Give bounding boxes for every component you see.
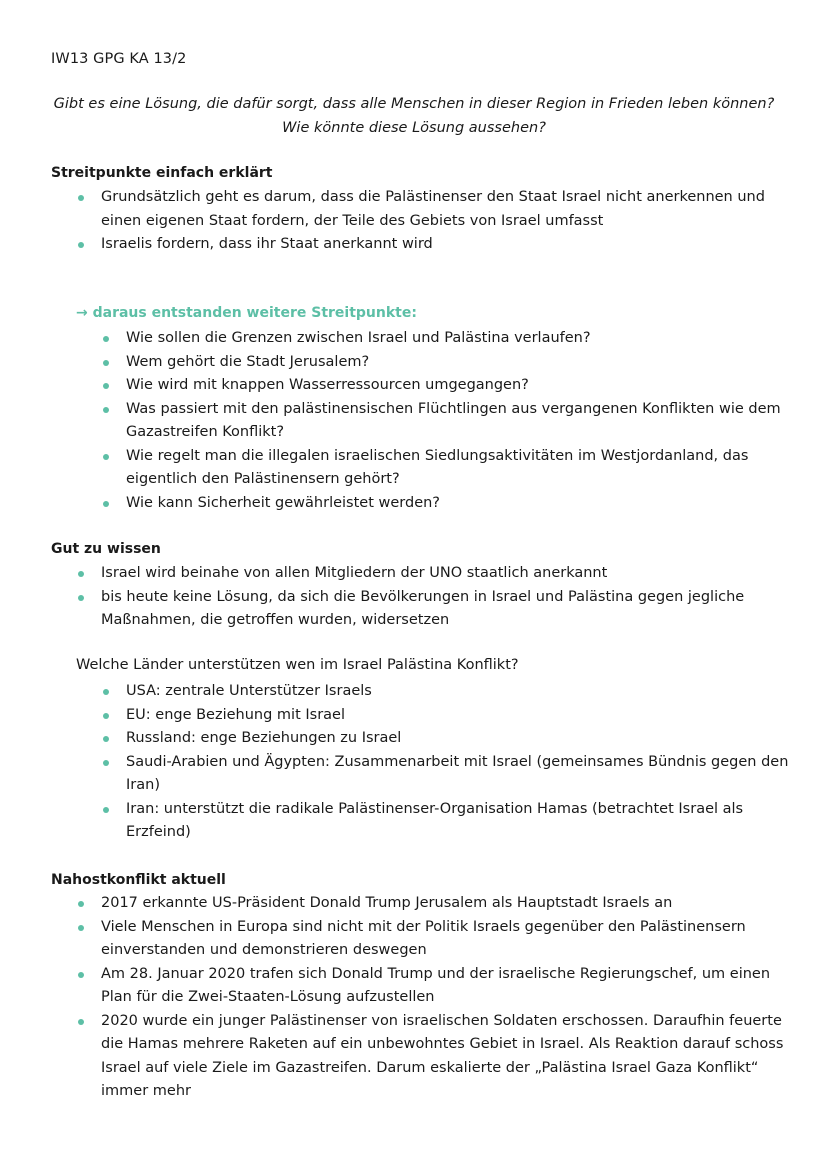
list-item: Iran: unterstützt die radikale Palästinenser-Organisation Hamas (betrachtet Israel als Erzfeind) (126, 798, 791, 845)
list-item: Wie sollen die Grenzen zwischen Israel und Palästina verlaufen? (126, 327, 791, 351)
list-item: Russland: enge Beziehungen zu Israel (126, 727, 791, 751)
list-item: USA: zentrale Unterstützer Israels (126, 680, 791, 704)
document-code: IW13 GPG KA 13/2 (51, 51, 187, 67)
sub-heading-weitere-streitpunkte: → daraus entstanden weitere Streitpunkte: (76, 305, 417, 321)
sub-heading-laender: Welche Länder unterstützen wen im Israel Palästina Konflikt? (76, 657, 519, 673)
list-item: Grundsätzlich geht es darum, dass die Palästinenser den Staat Israel nicht anerkennen und einen eigenen Staat fordern, der Teile des Gebiets von Israel umfasst (101, 186, 791, 233)
list-item: Wie regelt man die illegalen israelischen Siedlungsaktivitäten im Westjordanland, das eigentlich den Palästinensern gehört? (126, 445, 791, 492)
section-heading-nahostkonflikt: Nahostkonflikt aktuell (51, 872, 226, 888)
list-item: Was passiert mit den palästinensischen Flüchtlingen aus vergangenen Konflikten wie dem Gazastreifen Konflikt? (126, 398, 791, 445)
list-item: Viele Menschen in Europa sind nicht mit der Politik Israels gegenüber den Palästinensern einverstanden und demonstrieren deswegen (101, 916, 791, 963)
list-item: Wie wird mit knappen Wasserressourcen umgegangen? (126, 374, 791, 398)
streitpunkte-list (101, 186, 791, 257)
list-item: 2017 erkannte US-Präsident Donald Trump Jerusalem als Hauptstadt Israels an (101, 892, 791, 916)
nahostkonflikt-list (101, 892, 791, 1104)
gut-zu-wissen-list (101, 562, 791, 633)
section-heading-streitpunkte: Streitpunkte einfach erklärt (51, 165, 273, 181)
list-item: Israelis fordern, dass ihr Staat anerkannt wird (101, 233, 791, 257)
list-item: 2020 wurde ein junger Palästinenser von israelischen Soldaten erschossen. Daraufhin feuerte die Hamas mehrere Raketen auf ein unbewohntes Gebiet in Israel. Als Reaktion darauf schoss Israel auf viele Ziele im Gazastreifen. Darum eskalierte der „Palästina Israel Gaza Konflikt“ immer mehr (101, 1010, 791, 1104)
weitere-streitpunkte-list (126, 327, 791, 515)
list-item: bis heute keine Lösung, da sich die Bevölkerungen in Israel und Palästina gegen jegliche Maßnahmen, die getroffen wurden, widersetzen (101, 586, 791, 633)
laender-list (126, 680, 791, 845)
list-item: Israel wird beinahe von allen Mitgliedern der UNO staatlich anerkannt (101, 562, 791, 586)
section-heading-gut-zu-wissen: Gut zu wissen (51, 541, 161, 557)
list-item: EU: enge Beziehung mit Israel (126, 704, 791, 728)
list-item: Am 28. Januar 2020 trafen sich Donald Trump und der israelische Regierungschef, um einen Plan für die Zwei-Staaten-Lösung aufzustellen (101, 963, 791, 1010)
guiding-question: Gibt es eine Lösung, die dafür sorgt, dass alle Menschen in dieser Region in Frieden leben können? Wie könnte diese Lösung aussehen? (53, 96, 775, 136)
list-item: Wie kann Sicherheit gewährleistet werden? (126, 492, 791, 516)
list-item: Wem gehört die Stadt Jerusalem? (126, 351, 791, 375)
list-item: Saudi-Arabien und Ägypten: Zusammenarbeit mit Israel (gemeinsames Bündnis gegen den Iran) (126, 751, 791, 798)
